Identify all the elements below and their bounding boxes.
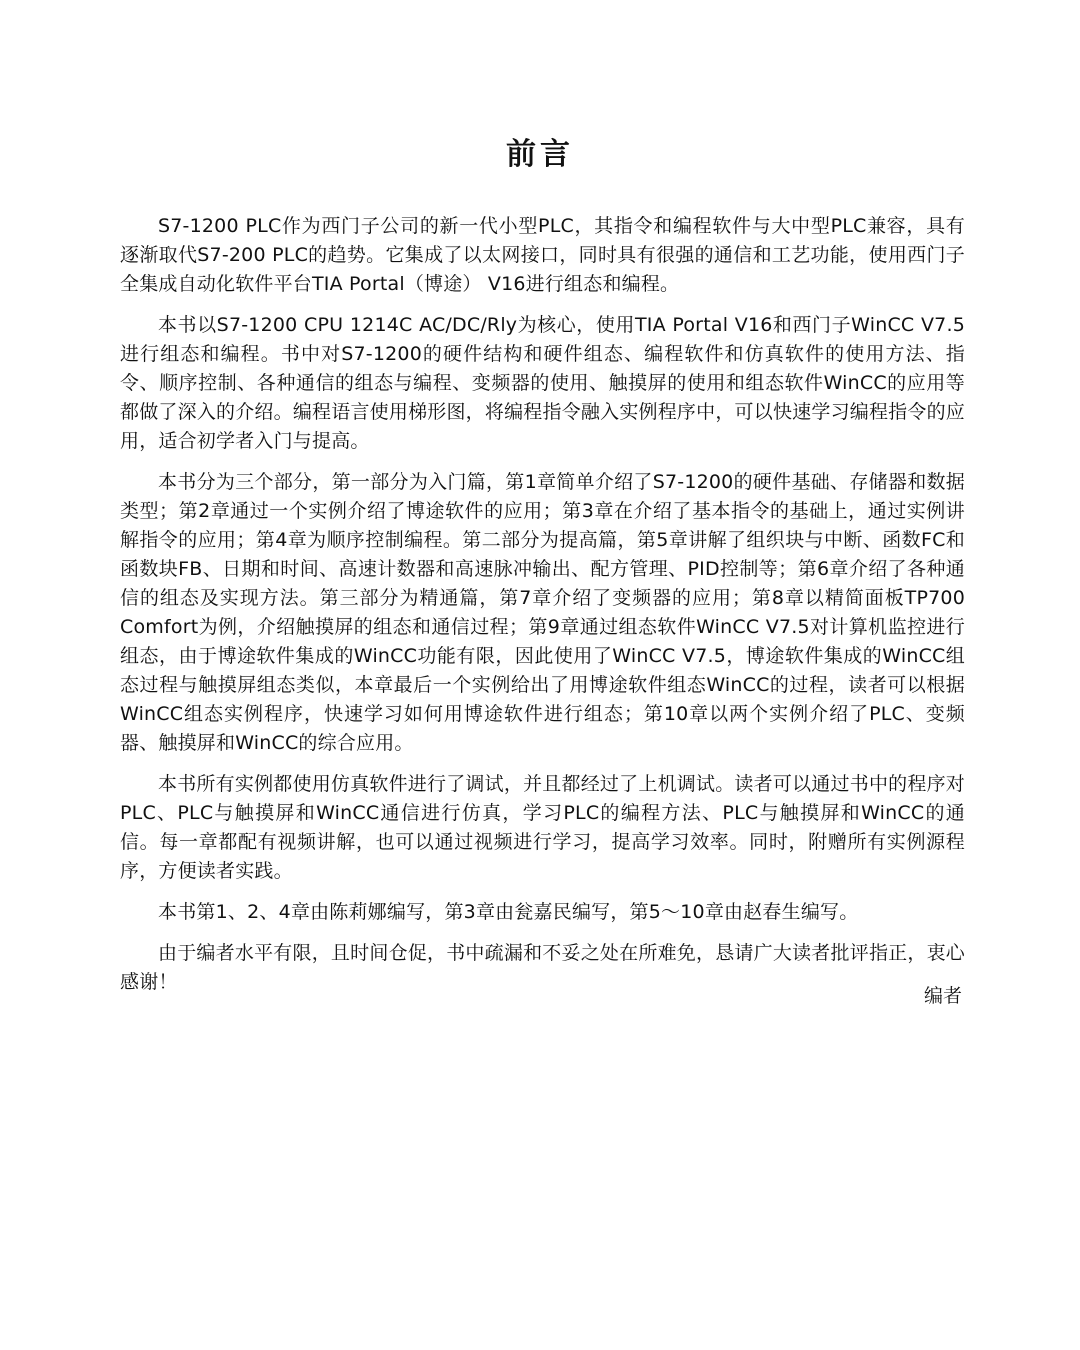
paragraph-structure: 本书分为三个部分，第一部分为入门篇，第1章简单介绍了S7-1200的硬件基础、存储器和数据类型；第2章通过一个实例介绍了博途软件的应用；第3章在介绍了基本指令的基础上，通过实例讲解指令的应用；第4章为顺序控制编程。第二部分为提高篇，第5章讲解了组织块与中断、函数FC和函数块FB、日期和时间、高速计数器和高速脉冲输出、配方管理、PID控制等；第6章介绍了各种通信的组态及实现方法。第三部分为精通篇，第7章介绍了变频器的应用；第8章以精简面板TP700 Comfort为例，介绍触摸屏的组态和通信过程；第9章通过组态软件WinCC V7.5对计算机监控进行组态，由于博途软件集成的WinCC功能有限，因此使用了WinCC V7.5，博途软件集成的WinCC组态过程与触摸屏组态类似，本章最后一个实例给出了用博途软件组态WinCC的过程，读者可以根据WinCC组态实例程序，快速学习如何用博途软件进行组态；第10章以两个实例介绍了PLC、变频器、触摸屏和WinCC的综合应用。 bbox=[120, 471, 965, 754]
paragraph-simulation: 本书所有实例都使用仿真软件进行了调试，并且都经过了上机调试。读者可以通过书中的程序对PLC、PLC与触摸屏和WinCC通信进行仿真，学习PLC的编程方法、PLC与触摸屏和WinCC的通信。每一章都配有视频讲解，也可以通过视频进行学习，提高学习效率。同时，附赠所有实例源程序，方便读者实践。 bbox=[120, 773, 965, 882]
paragraph-intro: S7-1200 PLC作为西门子公司的新一代小型PLC，其指令和编程软件与大中型PLC兼容，具有逐渐取代S7-200 PLC的趋势。它集成了以太网接口，同时具有很强的通信和工艺功能，使用西门子全集成自动化软件平台TIA Portal（博途） V16进行组态和编程。 bbox=[120, 215, 965, 295]
preface-body bbox=[120, 212, 965, 1009]
page-title: 前言 bbox=[506, 137, 574, 172]
signature: 编者 bbox=[923, 985, 962, 1007]
paragraph-closing: 由于编者水平有限，且时间仓促，书中疏漏和不妥之处在所难免，恳请广大读者批评指正，衷心感谢！ bbox=[120, 942, 965, 993]
paragraph-scope: 本书以S7-1200 CPU 1214C AC/DC/Rly为核心，使用TIA Portal V16和西门子WinCC V7.5进行组态和编程。书中对S7-1200的硬件结构和硬件组态、编程软件和仿真软件的使用方法、指令、顺序控制、各种通信的组态与编程、变频器的使用、触摸屏的使用和组态软件WinCC的应用等都做了深入的介绍。编程语言使用梯形图，将编程指令融入实例程序中，可以快速学习编程指令的应用，适合初学者入门与提高。 bbox=[120, 314, 965, 452]
paragraph-authors: 本书第1、2、4章由陈莉娜编写，第3章由瓮嘉民编写，第5～10章由赵春生编写。 bbox=[158, 901, 859, 923]
